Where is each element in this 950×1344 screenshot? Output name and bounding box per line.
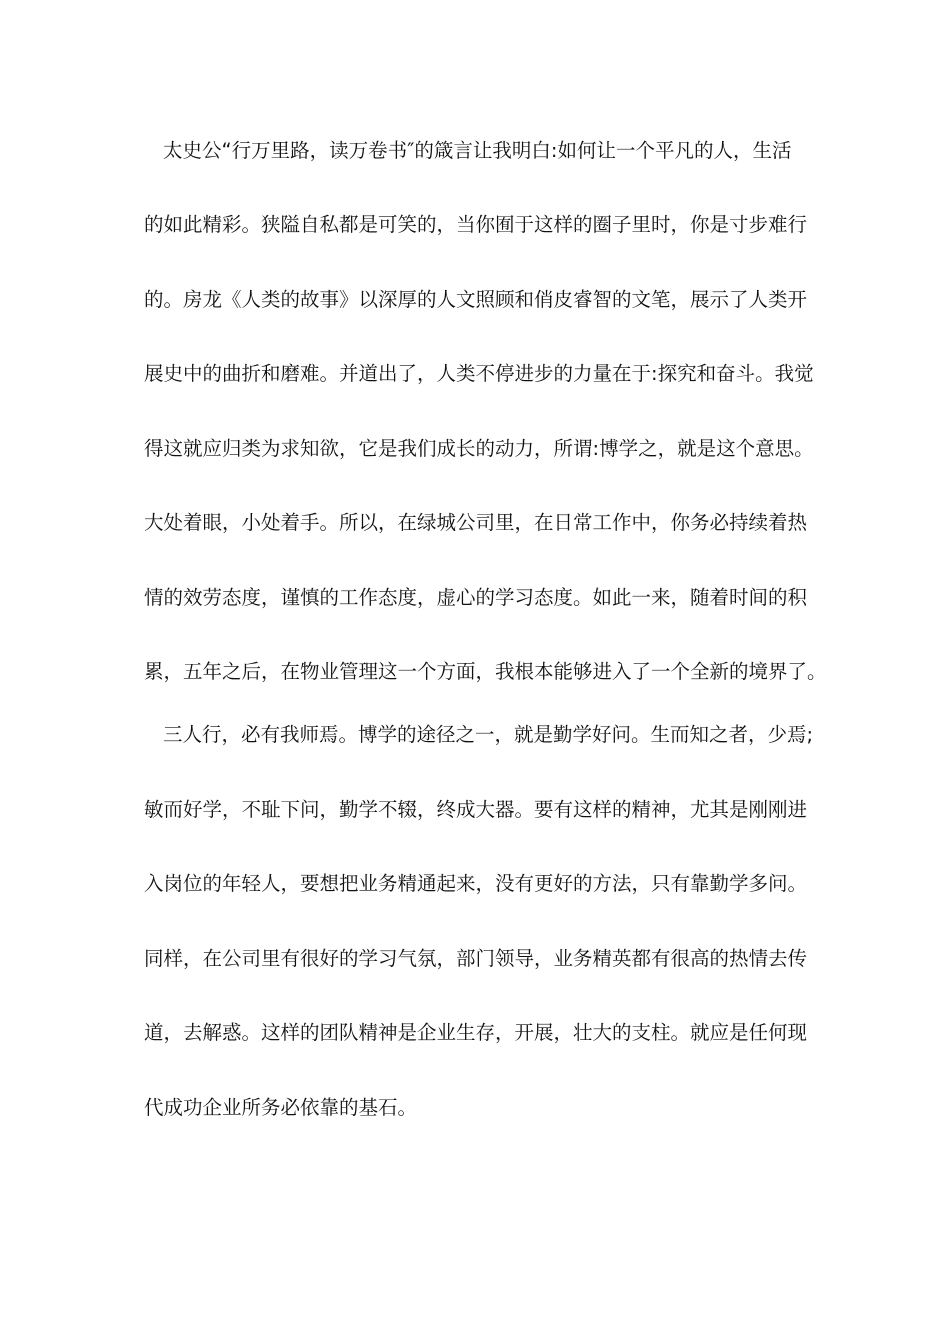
paragraph-2-line-5: 道，去解惑。这样的团队精神是企业生存，开展，壮大的支柱。就应是任何现	[144, 1021, 808, 1044]
paragraph-2-line-3: 入岗位的年轻人，要想把业务精通起来，没有更好的方法，只有靠勤学多问。	[144, 872, 808, 895]
paragraph-1-line-2: 的如此精彩。狭隘自私都是可笑的，当你囿于这样的圈子里时，你是寸步难行	[144, 213, 808, 236]
paragraph-1-line-7: 情的效劳态度，谨慎的工作态度，虚心的学习态度。如此一来，随着时间的积	[144, 586, 808, 609]
paragraph-1-line-8: 累，五年之后，在物业管理这一个方面，我根本能够进入了一个全新的境界了。	[144, 660, 827, 683]
paragraph-1-line-1: 太史公“行万里路，读万卷书″的箴言让我明白:如何让一个平凡的人，生活	[163, 139, 792, 162]
paragraph-2-line-2: 敏而好学，不耻下问，勤学不辍，终成大器。要有这样的精神，尤其是刚刚进	[144, 798, 808, 821]
paragraph-1-line-4: 展史中的曲折和磨难。并道出了，人类不停进步的力量在于:探究和奋斗。我觉	[144, 362, 814, 385]
paragraph-2-line-4: 同样，在公司里有很好的学习气氛，部门领导，业务精英都有很高的热情去传	[144, 947, 808, 970]
paragraph-2-line-6: 代成功企业所务必依靠的基石。	[144, 1096, 418, 1119]
paragraph-1-line-5: 得这就应归类为求知欲，它是我们成长的动力，所谓:博学之，就是这个意思。	[144, 437, 814, 460]
paragraph-1-line-3: 的。房龙《人类的故事》以深厚的人文照顾和俏皮睿智的文笔，展示了人类开	[144, 288, 808, 311]
paragraph-1-line-6: 大处着眼，小处着手。所以，在绿城公司里，在日常工作中，你务必持续着热	[144, 511, 808, 534]
paragraph-2-line-1: 三人行，必有我师焉。博学的途径之一，就是勤学好问。生而知之者，少焉;	[163, 723, 814, 746]
